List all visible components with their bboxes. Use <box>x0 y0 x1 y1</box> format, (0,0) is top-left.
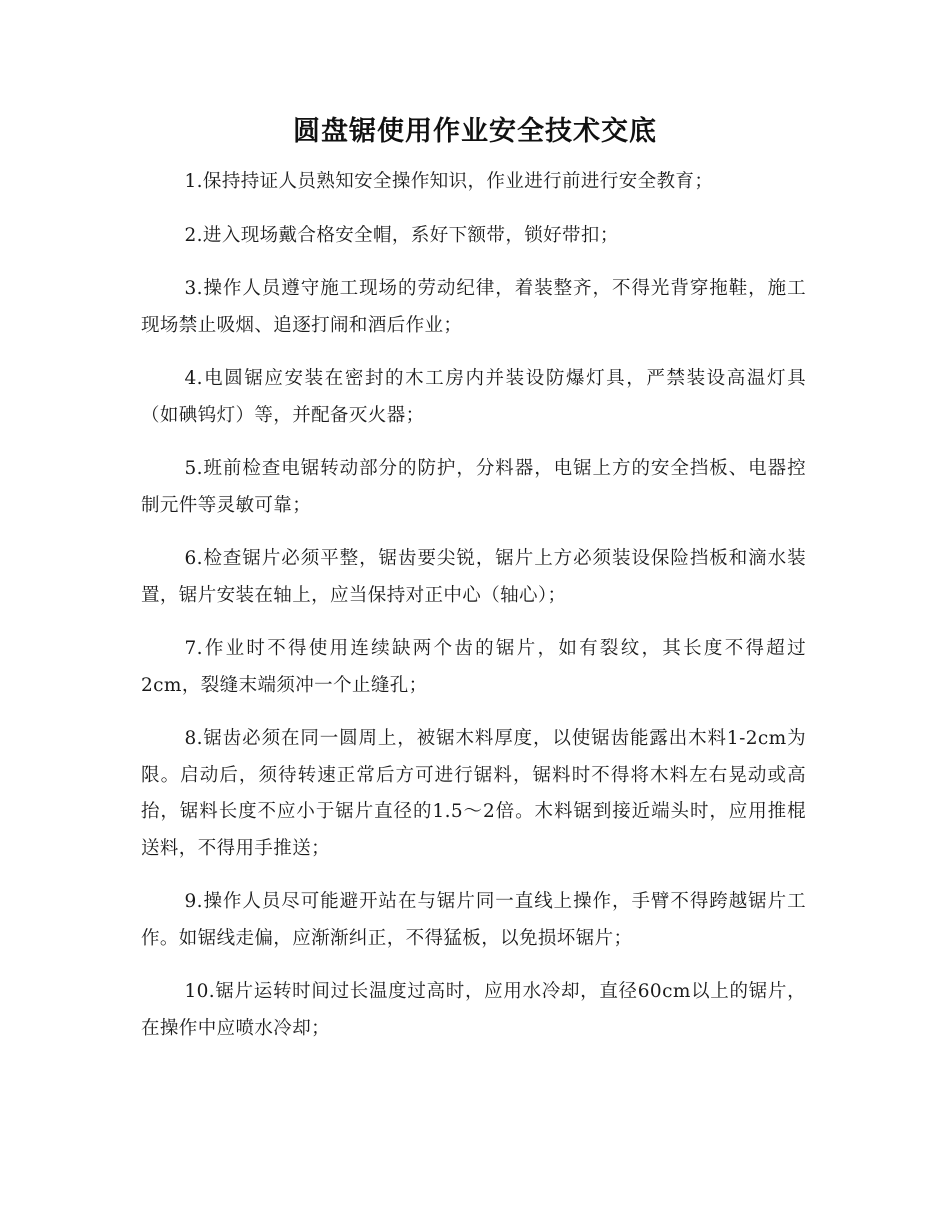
paragraph-9: 9.操作人员尽可能避开站在与锯片同一直线上操作，手臂不得跨越锯片工作。如锯线走偏，应渐渐纠正，不得猛板，以免损坏锯片； <box>141 891 806 949</box>
paragraph-8: 8.锯齿必须在同一圆周上，被锯木料厚度，以使锯齿能露出木料1-2cm为限。启动后，须待转速正常后方可进行锯料，锯料时不得将木料左右晃动或高抬，锯料长度不应小于锯片直径的1.5～2倍。木料锯到接近端头时，应用推棍送料，不得用手推送； <box>141 728 806 859</box>
paragraph-4: 4.电圆锯应安装在密封的木工房内并装设防爆灯具，严禁装设高温灯具（如碘钨灯）等，并配备灭火器； <box>141 368 806 426</box>
paragraph-5: 5.班前检查电锯转动部分的防护，分料器，电锯上方的安全挡板、电器控制元件等灵敏可靠； <box>141 458 806 516</box>
paragraph-6: 6.检查锯片必须平整，锯齿要尖锐，锯片上方必须装设保险挡板和滴水装置，锯片安装在轴上，应当保持对正中心（轴心）； <box>141 548 806 606</box>
document-body <box>141 164 806 1064</box>
paragraph-7: 7.作业时不得使用连续缺两个齿的锯片，如有裂纹，其长度不得超过2cm，裂缝末端须冲一个止缝孔； <box>141 638 806 696</box>
paragraph-1: 1.保持持证人员熟知安全操作知识，作业进行前进行安全教育； <box>184 171 714 192</box>
paragraph-2: 2.进入现场戴合格安全帽，系好下额带，锁好带扣； <box>184 224 619 246</box>
paragraph-3: 3.操作人员遵守施工现场的劳动纪律，着装整齐，不得光背穿拖鞋，施工现场禁止吸烟、追逐打闹和酒后作业； <box>141 278 806 336</box>
document-title: 圆盘锯使用作业安全技术交底 <box>293 116 657 147</box>
paragraph-10: 10.锯片运转时间过长温度过高时，应用水冷却，直径60cm以上的锯片，在操作中应喷水冷却； <box>141 981 806 1039</box>
